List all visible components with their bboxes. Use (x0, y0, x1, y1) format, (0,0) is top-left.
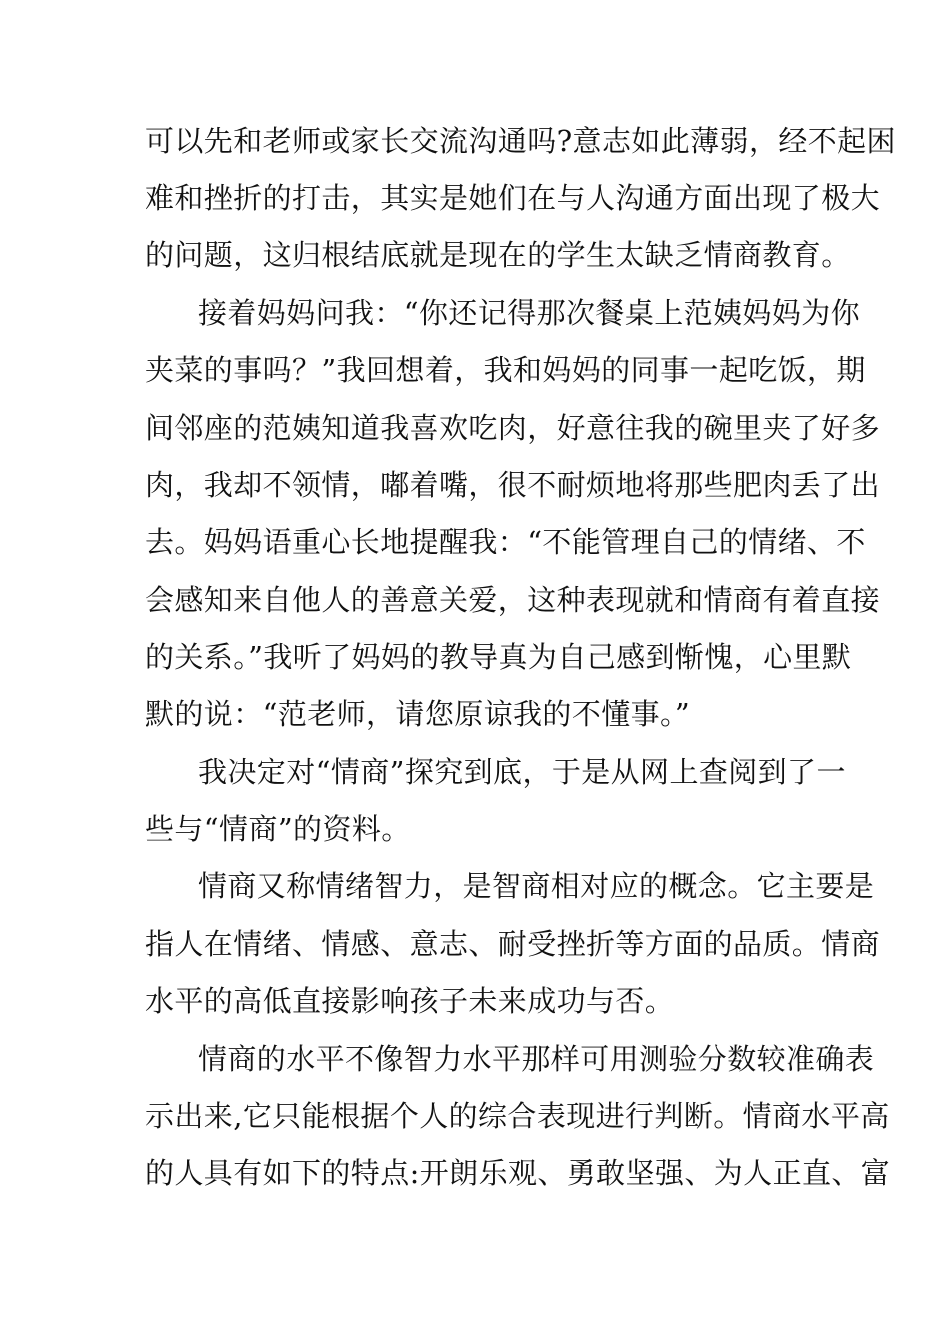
text-line-5: 夹菜的事吗？”我回想着，我和妈妈的同事一起吃饭，期 (145, 353, 866, 387)
text-line-18: 示出来,它只能根据个人的综合表现进行判断。情商水平高 (145, 1099, 890, 1133)
text-line-6: 间邻座的范姨知道我喜欢吃肉，好意往我的碗里夹了好多 (145, 411, 881, 445)
text-line-1: 可以先和老师或家长交流沟通吗?意志如此薄弱，经不起困 (145, 124, 896, 158)
text-line-19: 的人具有如下的特点:开朗乐观、勇敢坚强、为人正直、富 (145, 1156, 891, 1190)
text-line-11: 默的说：“范老师，请您原谅我的不懂事。” (145, 697, 691, 731)
text-line-15: 指人在情绪、情感、意志、耐受挫折等方面的品质。情商 (145, 927, 881, 961)
text-line-3: 的问题，这归根结底就是现在的学生太缺乏情商教育。 (145, 238, 851, 272)
text-line-7: 肉，我却不领情，嘟着嘴，很不耐烦地将那些肥肉丢了出 (145, 468, 881, 502)
text-line-9: 会感知来自他人的善意关爱，这种表现就和情商有着直接 (145, 583, 881, 617)
text-line-10: 的关系。”我听了妈妈的教导真为自己感到惭愧，心里默 (145, 640, 852, 674)
text-line-12: 我决定对“情商”探究到底，于是从网上查阅到了一 (198, 755, 846, 789)
text-line-14: 情商又称情绪智力，是智商相对应的概念。它主要是 (198, 869, 875, 903)
text-line-2: 难和挫折的打击，其实是她们在与人沟通方面出现了极大 (145, 181, 881, 215)
text-line-16: 水平的高低直接影响孩子未来成功与否。 (145, 984, 675, 1018)
text-line-4: 接着妈妈问我：“你还记得那次餐桌上范姨妈妈为你 (198, 296, 861, 330)
text-line-13: 些与“情商”的资料。 (145, 812, 411, 846)
text-line-8: 去。妈妈语重心长地提醒我：“不能管理自己的情绪、不 (145, 525, 866, 559)
text-line-17: 情商的水平不像智力水平那样可用测验分数较准确表 (198, 1042, 875, 1076)
